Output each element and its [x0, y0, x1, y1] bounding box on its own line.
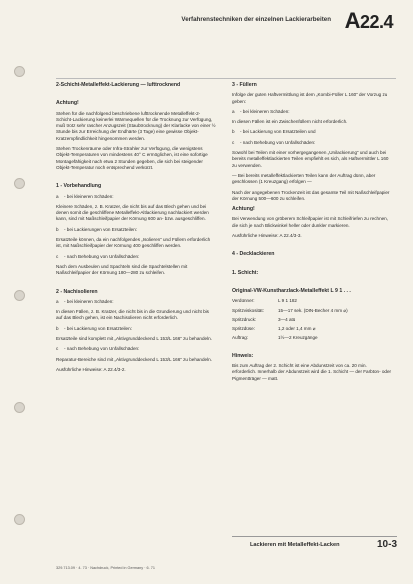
- sub-heading: 1. Schicht:: [232, 269, 259, 276]
- item-key: b: [56, 226, 59, 232]
- spec-label: Auftrag:: [232, 335, 249, 341]
- list-item: [232, 109, 392, 115]
- item-text: In diesen Fällen ist ein Zwischenfüllern nicht erforderlich.: [232, 119, 348, 125]
- spacer: [56, 92, 216, 100]
- item-label: - nach Behebung von Unfallschäden:: [64, 346, 140, 352]
- item-text: Bei Verwendung von gröberem Schleifpapier ist mit Schleifriefen zu rechnen, die sich je nach Blickwinkel heller oder dunkler markieren.: [232, 216, 389, 228]
- reference-note: Ausführliche Hinweise: A 22.4/3-2.: [56, 366, 126, 372]
- item-label: - bei kleineren Schäden:: [240, 108, 290, 114]
- spec-row: [232, 308, 392, 314]
- spacer: [232, 345, 392, 353]
- right-column: [232, 82, 392, 386]
- list-item: [56, 254, 216, 260]
- doc-heading: 2-Schicht-Metalleffekt-Lackierung — lufttrocknend: [56, 82, 181, 88]
- item-note: — Bei bereits metalleffektlackierten Teilen kann der Auftrag dünn, aber geschlossen (1 Kreuzgang) erfolgen —: [232, 172, 376, 185]
- section-code-number: 22.4: [359, 12, 393, 32]
- item-label: - bei kleineren Schäden:: [64, 193, 114, 199]
- item-text: Kleinere Schäden, z. B. Kratzer, die nicht bis auf das Blech gehen und bei denen somit die geschliffene Metalleffekt-Altlackierung nachlackiert werden kann, sind mit Naßschleifpapier der Körnung 600 an- bzw. ausgeschliffen.: [56, 203, 209, 222]
- item-text: Ersatzteile sind komplett mit „Aktivgrunddeckend L 153/L 166“ zu behandeln.: [56, 336, 212, 342]
- item-text: Reparatur-Bereiche sind mit „Aktivgrunddeckend L 153/L 166“ zu behandeln.: [56, 356, 212, 362]
- spacer: [232, 280, 392, 288]
- section-heading: 1 - Vorbehandlung: [56, 183, 102, 190]
- punch-hole: [14, 514, 25, 525]
- spacer: [232, 262, 392, 270]
- spec-row: [232, 317, 392, 323]
- footer-rule: [232, 536, 397, 537]
- spec-label: Spritzviskosität:: [232, 307, 264, 313]
- item-text: In diesen Fällen, z. B. Kratzer, die nicht bis in die Grundierung und nicht bis auf das Blech gehen, ist ein Nachisolieren nicht erforderlich.: [56, 309, 209, 321]
- section-heading: 2 - Nachisolieren: [56, 288, 98, 295]
- header-title: Verfahrenstechniken der einzelnen Lackierarbeiten: [181, 16, 331, 23]
- list-item: [56, 346, 216, 352]
- achtung-label: Achtung!: [56, 100, 79, 107]
- spec-value: 15—17 sek. (DIN-Becher 4 mm ⌀): [278, 307, 348, 313]
- spacer: [56, 281, 216, 289]
- spacer: [232, 243, 392, 251]
- item-key: c: [56, 253, 59, 259]
- left-column: [56, 82, 216, 377]
- paragraph: Stehen für die nachfolgend beschriebene lufttrocknende Metalleffekt-2-Schicht-Lackierung keinerlei Wärmequellen für die Trocknung zur Verfügung, muß trotz sehr rascher Anzugszeit (Staubtrocknung) der Klarlacke von einer ½ Stunde bis zur Erreichung der Endhärte (3 Tage) eine gewisse Objekt-Kratzempfindlichkeit hingenommen werden.: [56, 110, 216, 141]
- section-code-letter: A: [344, 8, 360, 33]
- item-text: Nach der angegebenen Trockenzeit ist das gesamte Teil mit Naßschleifpapier der Körnung 500—600 zu schleifen.: [232, 189, 390, 201]
- item-key: a: [232, 108, 235, 114]
- item-key: a: [56, 298, 59, 304]
- imprint-line: 329.713.09 · 4. 73 · Nachdruck, Printed in Germany · 6. 71: [56, 566, 155, 570]
- spec-row: [232, 326, 392, 332]
- punch-hole: [14, 178, 25, 189]
- item-label: - bei Lackierungen von Ersatzteilen:: [64, 226, 138, 232]
- item-text: Sowohl bei Teilen mit einer vorhergegangenen „Unilackierung“ und auch bei bereits metalleffektlackierten Teilen empfiehlt es sich, als Haftvermittler L 160 zu verwenden.: [232, 150, 389, 168]
- item-text: Nach dem Ausbeulen und Spachteln sind die Spachtelstellen mit Naßschleifpapier der Körnung 180—280 zu schleifen.: [56, 263, 188, 276]
- spec-row: [232, 335, 392, 341]
- punch-hole: [14, 402, 25, 413]
- item-label: - bei Lackierung von Ersatzteilen:: [64, 325, 132, 331]
- item-key: b: [232, 129, 235, 135]
- section-heading: 3 - Füllern: [232, 82, 257, 88]
- item-label: - nach Behebung von Unfallschäden:: [240, 139, 316, 145]
- section-code: [345, 8, 393, 34]
- item-key: b: [56, 325, 59, 331]
- item-label: - nach Behebung von Unfallschäden:: [64, 253, 140, 259]
- spec-label: Spritzdüse:: [232, 326, 255, 332]
- list-item: [56, 194, 216, 200]
- list-item: [232, 129, 392, 135]
- spec-value: 3—4 atü: [278, 316, 296, 322]
- item-key: a: [56, 193, 59, 199]
- header-rule: [56, 78, 396, 79]
- item-text: Ersatzteile können, da ein nachfolgendes „Isolieren“ und Füllern erforderlich ist, mit Naßschleifpapier der Körnung 400 geschliffen werden.: [56, 237, 211, 249]
- product-heading: Original-VW-Kunstharzlack-Metalleffekt L 9 1 . . .: [232, 287, 351, 294]
- paragraph: Bis zum Auftrag der 2. Schicht ist eine Abdunstzeit von ca. 20 min. erforderlich. Innerhalb der Abdunstzeit wird die 1. Schicht — der Farbton- oder Pigmentträger — matt.: [232, 363, 392, 381]
- item-key: c: [232, 139, 235, 145]
- spec-value: L 9 1 182: [278, 298, 297, 304]
- spacer: [56, 175, 216, 183]
- page-header: [0, 6, 413, 34]
- reference-note: Ausführliche Hinweise: A 22.4/3-3.: [232, 233, 302, 239]
- page-number: 10-3: [376, 539, 397, 550]
- spec-label: Spritzdruck:: [232, 316, 257, 322]
- paragraph: Stehen Trockenräume oder Infra-Strahler zur Verfügung, die wenigstens Objekt-Temperaturen von mindestens 40° C ermöglichen, ist eine sofortige Montagefähigkeit nach etwa 2 Stunden gegeben, die sich bei steigender Objekt-Temperatur noch entsprechend verkürzt.: [56, 146, 208, 170]
- hinweis-label: Hinweis:: [232, 352, 254, 359]
- punch-hole: [14, 66, 25, 77]
- item-label: - bei Lackierung von Ersatzteilen und: [240, 129, 316, 135]
- paragraph: Infolge der guten Haftvermittlung ist dem „Kombi-Füller L 160“ der Vorzug zu geben:: [232, 92, 388, 104]
- item-label: - bei kleineren Schäden:: [64, 298, 114, 304]
- list-item: [56, 326, 216, 332]
- spec-row: [232, 298, 392, 304]
- list-item: [56, 299, 216, 305]
- achtung-label: Achtung!: [232, 206, 255, 213]
- punch-hole: [14, 290, 25, 301]
- item-key: c: [56, 346, 59, 352]
- section-heading: 4 - Decklackieren: [232, 251, 275, 258]
- list-item: [232, 140, 392, 146]
- spec-value: 1,2 oder 1,4 mm ⌀: [278, 326, 316, 332]
- spec-label: Verdünner:: [232, 298, 255, 304]
- list-item: [56, 227, 216, 233]
- footer-section-title: Lackieren mit Metalleffekt-Lacken: [250, 542, 340, 548]
- spec-value: 1½—2 Kreuzgänge: [278, 335, 318, 341]
